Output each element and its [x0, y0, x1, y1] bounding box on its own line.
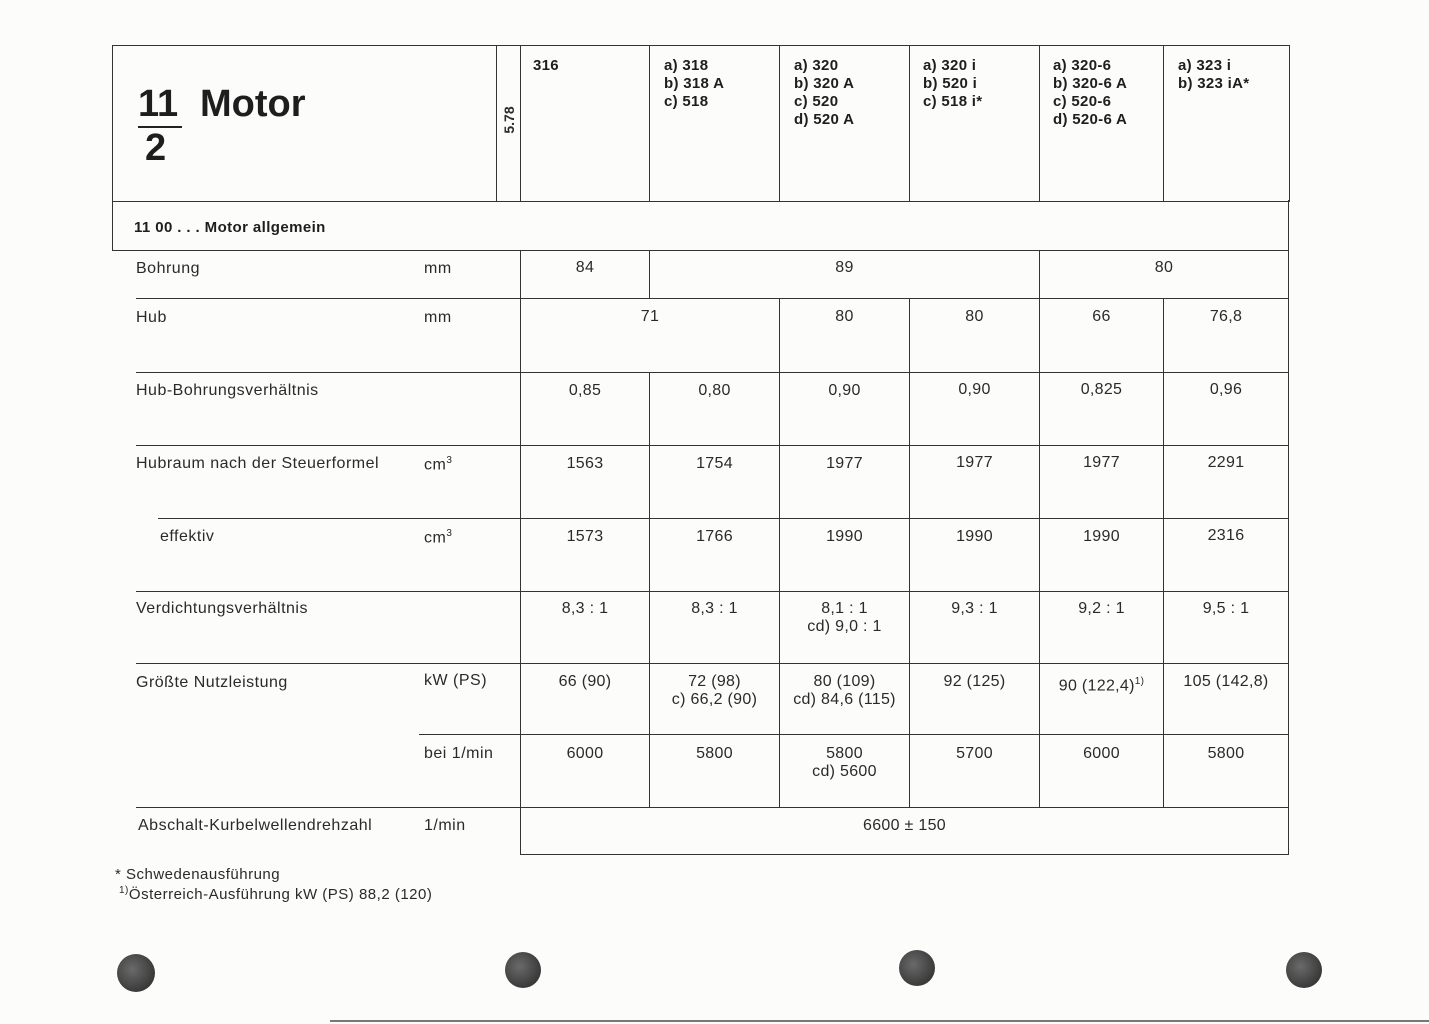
unit-hub: mm: [424, 309, 452, 326]
label-abschalt: Abschalt-Kurbelwellendrehzahl: [138, 817, 373, 834]
row-line: [520, 734, 1289, 735]
label-hub-bohrung: Hub-Bohrungsverhältnis: [136, 382, 319, 399]
cell-effektiv: 1990: [1083, 528, 1120, 545]
model-header-320-6: a) 320-6 b) 320-6 A c) 520-6 d) 520-6 A: [1053, 57, 1128, 128]
subsection-title: 11 00 . . . Motor allgemein: [134, 219, 326, 236]
cell-verhaeltnis: 0,825: [1080, 381, 1123, 398]
cell-hubraum: 2291: [1207, 454, 1245, 471]
row-line: [136, 372, 521, 373]
cell-effektiv: 1990: [956, 528, 993, 545]
cell-effektiv: 2316: [1207, 527, 1245, 544]
punch-hole: [117, 954, 155, 992]
unit-effektiv: $cm^3$: [424, 528, 453, 547]
cell-verdichtung: 8,1 : 1 cd) 9,0 : 1: [807, 600, 882, 635]
page-title: Motor: [200, 83, 306, 125]
model-header-320: a) 320 b) 320 A c) 520 d) 520 A: [794, 57, 855, 128]
cell-hubraum: 1977: [956, 454, 993, 471]
cell-effektiv: 1766: [696, 528, 733, 545]
row-line: [419, 734, 521, 735]
section-sub: 2: [145, 127, 167, 169]
cell-verhaeltnis: 0,90: [828, 382, 861, 399]
label-hub: Hub: [136, 309, 167, 326]
row-line: [520, 445, 1289, 446]
row-line: [136, 298, 521, 299]
cell-hub: 80: [835, 308, 854, 325]
subsection-bottom-line: [112, 250, 1289, 251]
punch-hole: [1286, 952, 1322, 988]
cell-verdichtung: 9,3 : 1: [951, 600, 998, 617]
divider: [1039, 45, 1040, 201]
divider: [779, 45, 780, 201]
cell-abschalt: 6600 ± 150: [863, 817, 946, 834]
cell-bohrung: 89: [835, 259, 854, 276]
model-header-316: 316: [533, 57, 559, 74]
cell-verdichtung: 8,3 : 1: [561, 600, 609, 617]
cell-leistung: 66 (90): [558, 673, 612, 690]
divider: [520, 45, 521, 201]
cell-leistung: 72 (98) c) 66,2 (90): [671, 673, 758, 708]
cell-verhaeltnis: 0,96: [1209, 381, 1243, 398]
model-header-323i: a) 323 i b) 323 iA*: [1178, 57, 1250, 92]
divider: [1163, 45, 1164, 201]
unit-hubraum: $cm^3$: [424, 455, 453, 474]
row-line: [136, 445, 521, 446]
cell-leistung: 90 $(122,4)^{1)}$: [1058, 676, 1145, 695]
cell-hub: 71: [640, 308, 660, 325]
cell-drehzahl: 5800: [1207, 745, 1245, 762]
punch-hole: [505, 952, 541, 988]
cell-leistung: 80 (109) cd) 84,6 (115): [793, 673, 896, 708]
label-bohrung: Bohrung: [136, 260, 200, 277]
cell-drehzahl: 5700: [956, 745, 993, 762]
date-code: 5.78: [501, 106, 517, 134]
cell-drehzahl: 5800: [696, 745, 733, 762]
cell-verhaeltnis: 0,80: [698, 382, 731, 399]
value-column-border: [520, 250, 521, 855]
row-line: [520, 298, 1289, 299]
punch-hole: [899, 950, 935, 986]
cell-verhaeltnis: 0,85: [568, 382, 602, 399]
cell-hub: 66: [1092, 308, 1111, 325]
label-leistung: Größte Nutzleistung: [136, 674, 288, 691]
column-divider: [779, 372, 780, 808]
row-line: [520, 372, 1289, 373]
cell-drehzahl: 6000: [566, 745, 604, 762]
body-left-border: [112, 200, 113, 251]
cell-hubraum: 1977: [1083, 454, 1120, 471]
footnote-star: * Schwedenausführung: [115, 866, 281, 883]
model-header-320i: a) 320 i b) 520 i c) 518 i*: [923, 57, 983, 110]
row-line: [520, 807, 1289, 808]
footnote-one: $^{1)}$Österreich-Ausführung kW (PS) 88,2 (120): [119, 885, 433, 903]
label-hubraum: Hubraum nach der Steuerformel: [136, 455, 380, 472]
cell-effektiv: 1990: [826, 528, 863, 545]
column-divider: [909, 372, 910, 808]
divider: [649, 45, 650, 201]
unit-abschalt: 1/min: [424, 817, 466, 834]
cell-effektiv: 1573: [566, 528, 604, 545]
label-effektiv: effektiv: [160, 528, 215, 545]
cell-bohrung: 80: [1154, 259, 1174, 276]
column-divider: [1163, 372, 1164, 808]
row-line: [158, 518, 521, 519]
cell-leistung: 105 (142,8): [1183, 673, 1269, 690]
model-header-318: a) 318 b) 318 A c) 518: [664, 57, 725, 110]
cell-hubraum: 1754: [696, 455, 733, 472]
page-edge: [330, 1020, 1429, 1022]
cell-verdichtung: 9,2 : 1: [1078, 600, 1125, 617]
cell-verhaeltnis: 0,90: [958, 381, 991, 398]
cell-hub: 80: [965, 308, 984, 325]
unit-bohrung: mm: [424, 260, 452, 277]
row-line: [136, 663, 521, 664]
row-line: [136, 807, 521, 808]
column-divider: [649, 372, 650, 808]
cell-bohrung: 84: [575, 259, 595, 276]
row-line: [520, 591, 1289, 592]
row-line: [520, 518, 1289, 519]
cell-verdichtung: 8,3 : 1: [691, 600, 738, 617]
row-line: [520, 663, 1289, 664]
cell-hubraum: 1977: [826, 455, 863, 472]
cell-leistung: 92 (125): [943, 673, 1006, 690]
cell-drehzahl: 6000: [1083, 745, 1120, 762]
row-line: [136, 591, 521, 592]
column-divider: [1039, 372, 1040, 808]
cell-hub: 76,8: [1209, 308, 1243, 325]
divider: [909, 45, 910, 201]
section-number: 11: [138, 83, 179, 125]
unit-leistung: kW (PS): [424, 672, 488, 689]
unit-drehzahl: bei 1/min: [424, 745, 494, 762]
divider: [496, 45, 497, 201]
label-verdichtung: Verdichtungsverhältnis: [136, 600, 308, 617]
cell-verdichtung: 9,5 : 1: [1202, 600, 1250, 617]
table-bottom-line: [520, 854, 1289, 855]
cell-drehzahl: 5800 cd) 5600: [812, 745, 877, 780]
cell-hubraum: 1563: [566, 455, 604, 472]
